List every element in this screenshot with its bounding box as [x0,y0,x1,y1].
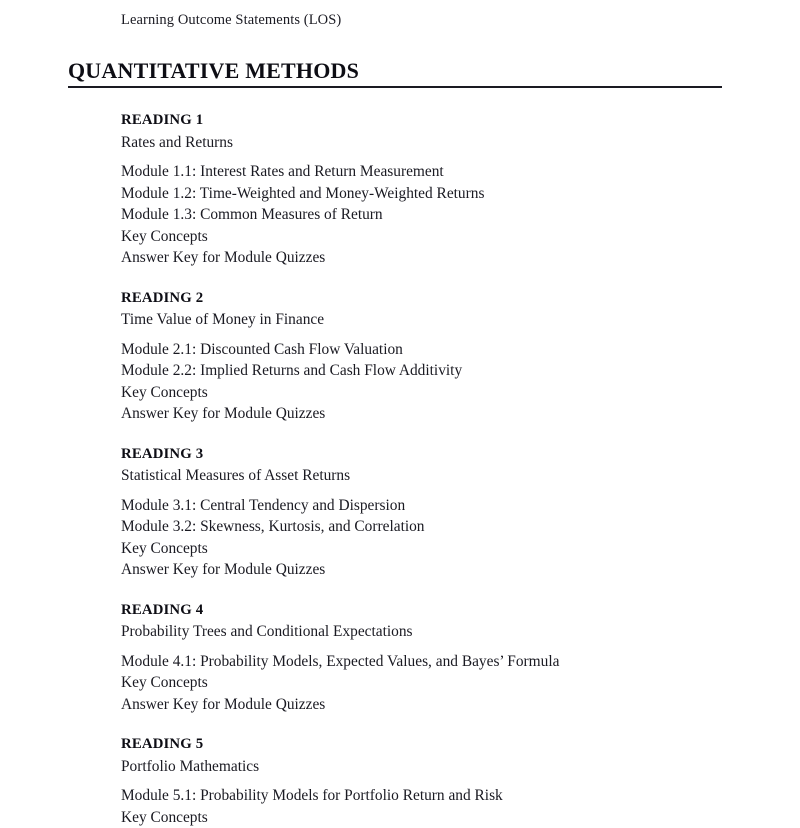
reading-title: Time Value of Money in Finance [121,309,800,331]
reading-title: Probability Trees and Conditional Expectations [121,621,800,643]
module-item: Answer Key for Module Quizzes [121,694,800,716]
module-item: Key Concepts [121,807,800,828]
reading-block [121,600,800,716]
running-header: Learning Outcome Statements (LOS) [121,9,800,31]
module-item: Module 1.2: Time-Weighted and Money-Weighted Returns [121,183,800,205]
reading-block [121,444,800,581]
module-item: Module 1.3: Common Measures of Return [121,204,800,226]
module-list [121,495,800,581]
module-item: Module 2.2: Implied Returns and Cash Flow Additivity [121,360,800,382]
reading-label: READING 2 [121,288,800,310]
section-divider [68,86,722,88]
module-item: Answer Key for Module Quizzes [121,559,800,581]
module-item: Module 4.1: Probability Models, Expected Values, and Bayes’ Formula [121,651,800,673]
reading-title: Portfolio Mathematics [121,756,800,778]
module-item: Module 3.2: Skewness, Kurtosis, and Correlation [121,516,800,538]
section-title: QUANTITATIVE METHODS [68,58,722,84]
reading-title: Rates and Returns [121,132,800,154]
reading-label: READING 5 [121,734,800,756]
module-item: Answer Key for Module Quizzes [121,403,800,425]
module-item: Key Concepts [121,226,800,248]
module-item: Key Concepts [121,538,800,560]
section-header-group [68,58,722,88]
module-item: Module 3.1: Central Tendency and Dispersion [121,495,800,517]
module-list [121,785,800,828]
reading-block [121,734,800,828]
reading-title: Statistical Measures of Asset Returns [121,465,800,487]
reading-label: READING 3 [121,444,800,466]
reading-label: READING 1 [121,110,800,132]
module-list [121,339,800,425]
module-item: Key Concepts [121,672,800,694]
reading-block [121,288,800,425]
module-list [121,161,800,269]
module-item: Module 2.1: Discounted Cash Flow Valuation [121,339,800,361]
module-list [121,651,800,716]
module-item: Module 5.1: Probability Models for Portfolio Return and Risk [121,785,800,807]
module-item: Module 1.1: Interest Rates and Return Measurement [121,161,800,183]
reading-block [121,110,800,269]
readings-list [121,110,800,828]
module-item: Key Concepts [121,382,800,404]
module-item: Answer Key for Module Quizzes [121,247,800,269]
reading-label: READING 4 [121,600,800,622]
